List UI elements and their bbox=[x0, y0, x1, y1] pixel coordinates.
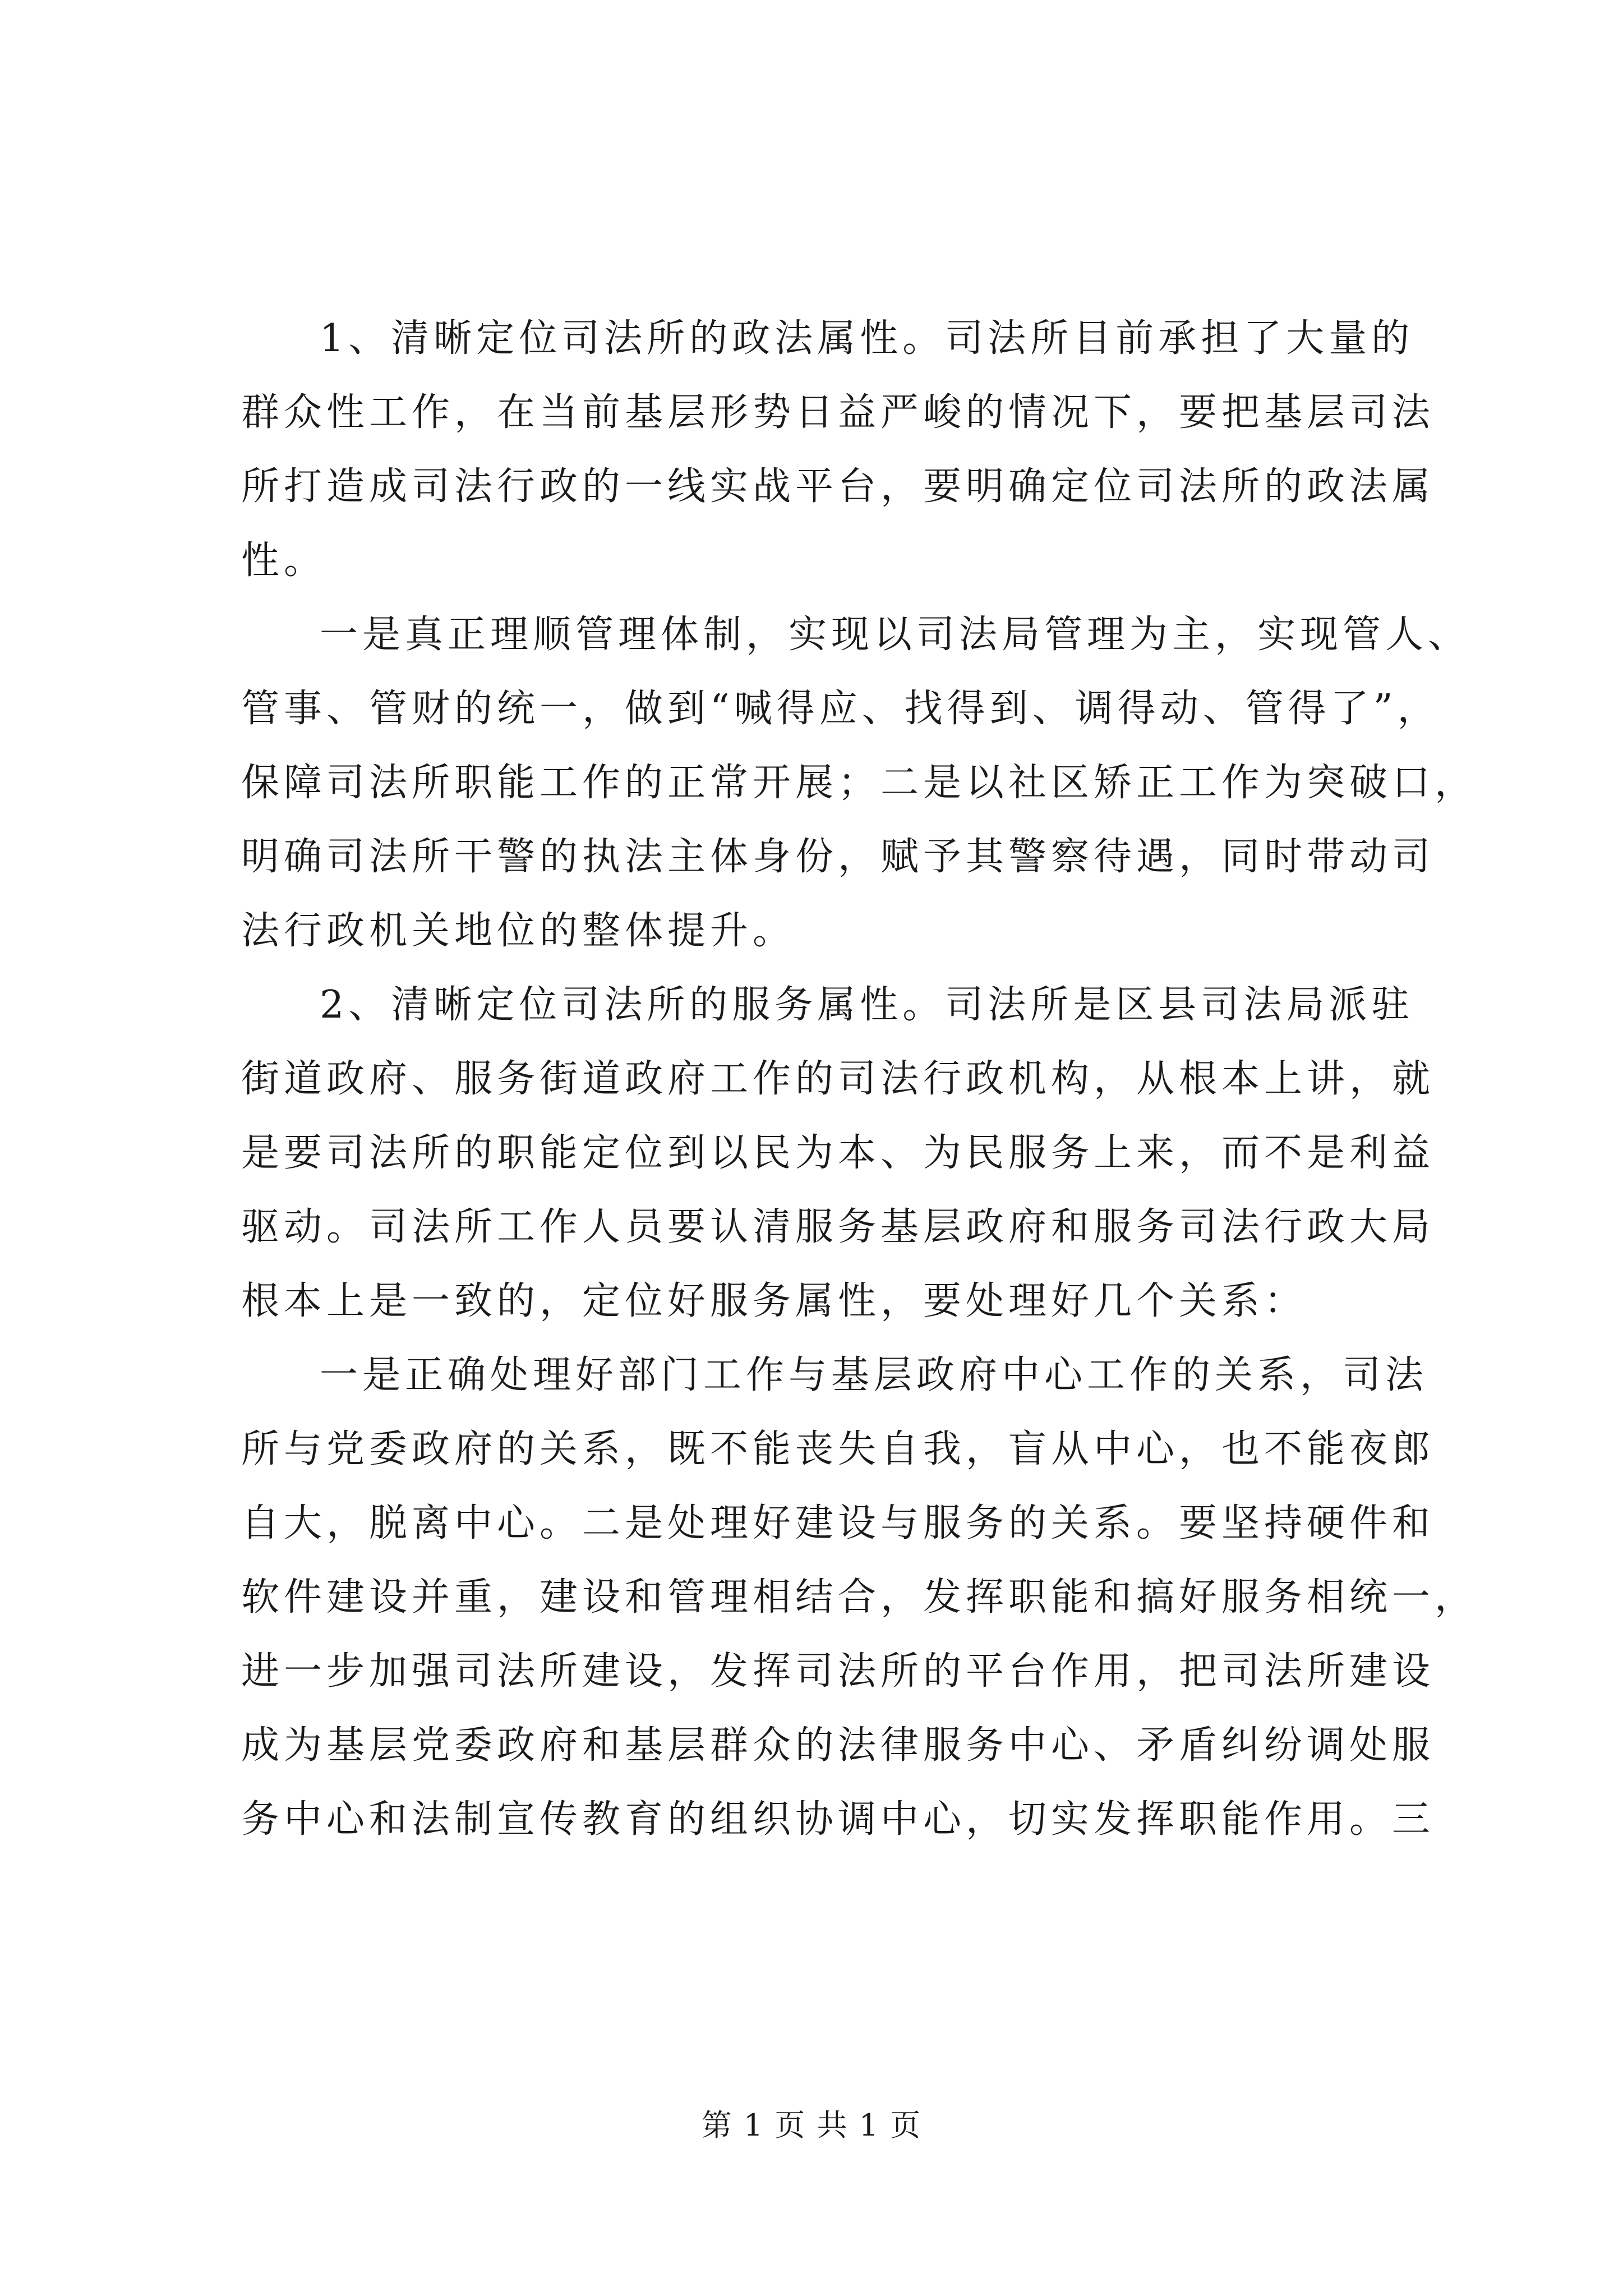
paragraph-4 bbox=[241, 1338, 1478, 1857]
text-line: 根本上是一致的，定位好服务属性，要处理好几个关系： bbox=[241, 1279, 1307, 1323]
text-line: 成为基层党委政府和基层群众的法律服务中心、矛盾纠纷调处服 bbox=[241, 1723, 1435, 1768]
document-body bbox=[241, 302, 1478, 1857]
text-line: 群众性工作，在当前基层形势日益严峻的情况下，要把基层司法 bbox=[241, 390, 1435, 435]
paragraph-3 bbox=[241, 968, 1435, 1338]
text-line: 驱动。司法所工作人员要认清服务基层政府和服务司法行政大局 bbox=[241, 1205, 1435, 1249]
text-line: 务中心和法制宣传教育的组织协调中心，切实发挥职能作用。三 bbox=[241, 1797, 1435, 1842]
text-line: 性。 bbox=[241, 539, 327, 583]
text-line: 一是正确处理好部门工作与基层政府中心工作的关系，司法 bbox=[320, 1353, 1428, 1397]
page-footer bbox=[0, 2106, 1623, 2145]
text-line: 2、清晰定位司法所的服务属性。司法所是区县司法局派驻 bbox=[320, 983, 1414, 1027]
text-line: 所打造成司法行政的一线实战平台，要明确定位司法所的政法属 bbox=[241, 464, 1435, 509]
text-line: 街道政府、服务街道政府工作的司法行政机构，从根本上讲，就 bbox=[241, 1057, 1435, 1101]
text-line: 所与党委政府的关系，既不能丧失自我，盲从中心，也不能夜郎 bbox=[241, 1427, 1435, 1471]
paragraph-1 bbox=[241, 302, 1435, 598]
text-line: 明确司法所干警的执法主体身份，赋予其警察待遇，同时带动司 bbox=[241, 835, 1435, 879]
text-line: 自大，脱离中心。二是处理好建设与服务的关系。要坚持硬件和 bbox=[241, 1501, 1435, 1545]
text-line: 法行政机关地位的整体提升。 bbox=[241, 909, 796, 953]
text-line: 保障司法所职能工作的正常开展；二是以社区矫正工作为突破口， bbox=[241, 761, 1478, 805]
text-line: 管事、管财的统一，做到“喊得应、找得到、调得动、管得了”， bbox=[241, 687, 1440, 731]
text-line: 进一步加强司法所建设，发挥司法所的平台作用，把司法所建设 bbox=[241, 1649, 1435, 1694]
text-line: 1、清晰定位司法所的政法属性。司法所目前承担了大量的 bbox=[320, 316, 1414, 361]
text-line: 软件建设并重，建设和管理相结合，发挥职能和搞好服务相统一， bbox=[241, 1575, 1478, 1619]
paragraph-2 bbox=[241, 598, 1478, 968]
page-number-label: 第 1 页 共 1 页 bbox=[701, 2108, 922, 2143]
text-line: 是要司法所的职能定位到以民为本、为民服务上来，而不是利益 bbox=[241, 1131, 1435, 1175]
text-line: 一是真正理顺管理体制，实现以司法局管理为主，实现管人、 bbox=[320, 613, 1471, 657]
